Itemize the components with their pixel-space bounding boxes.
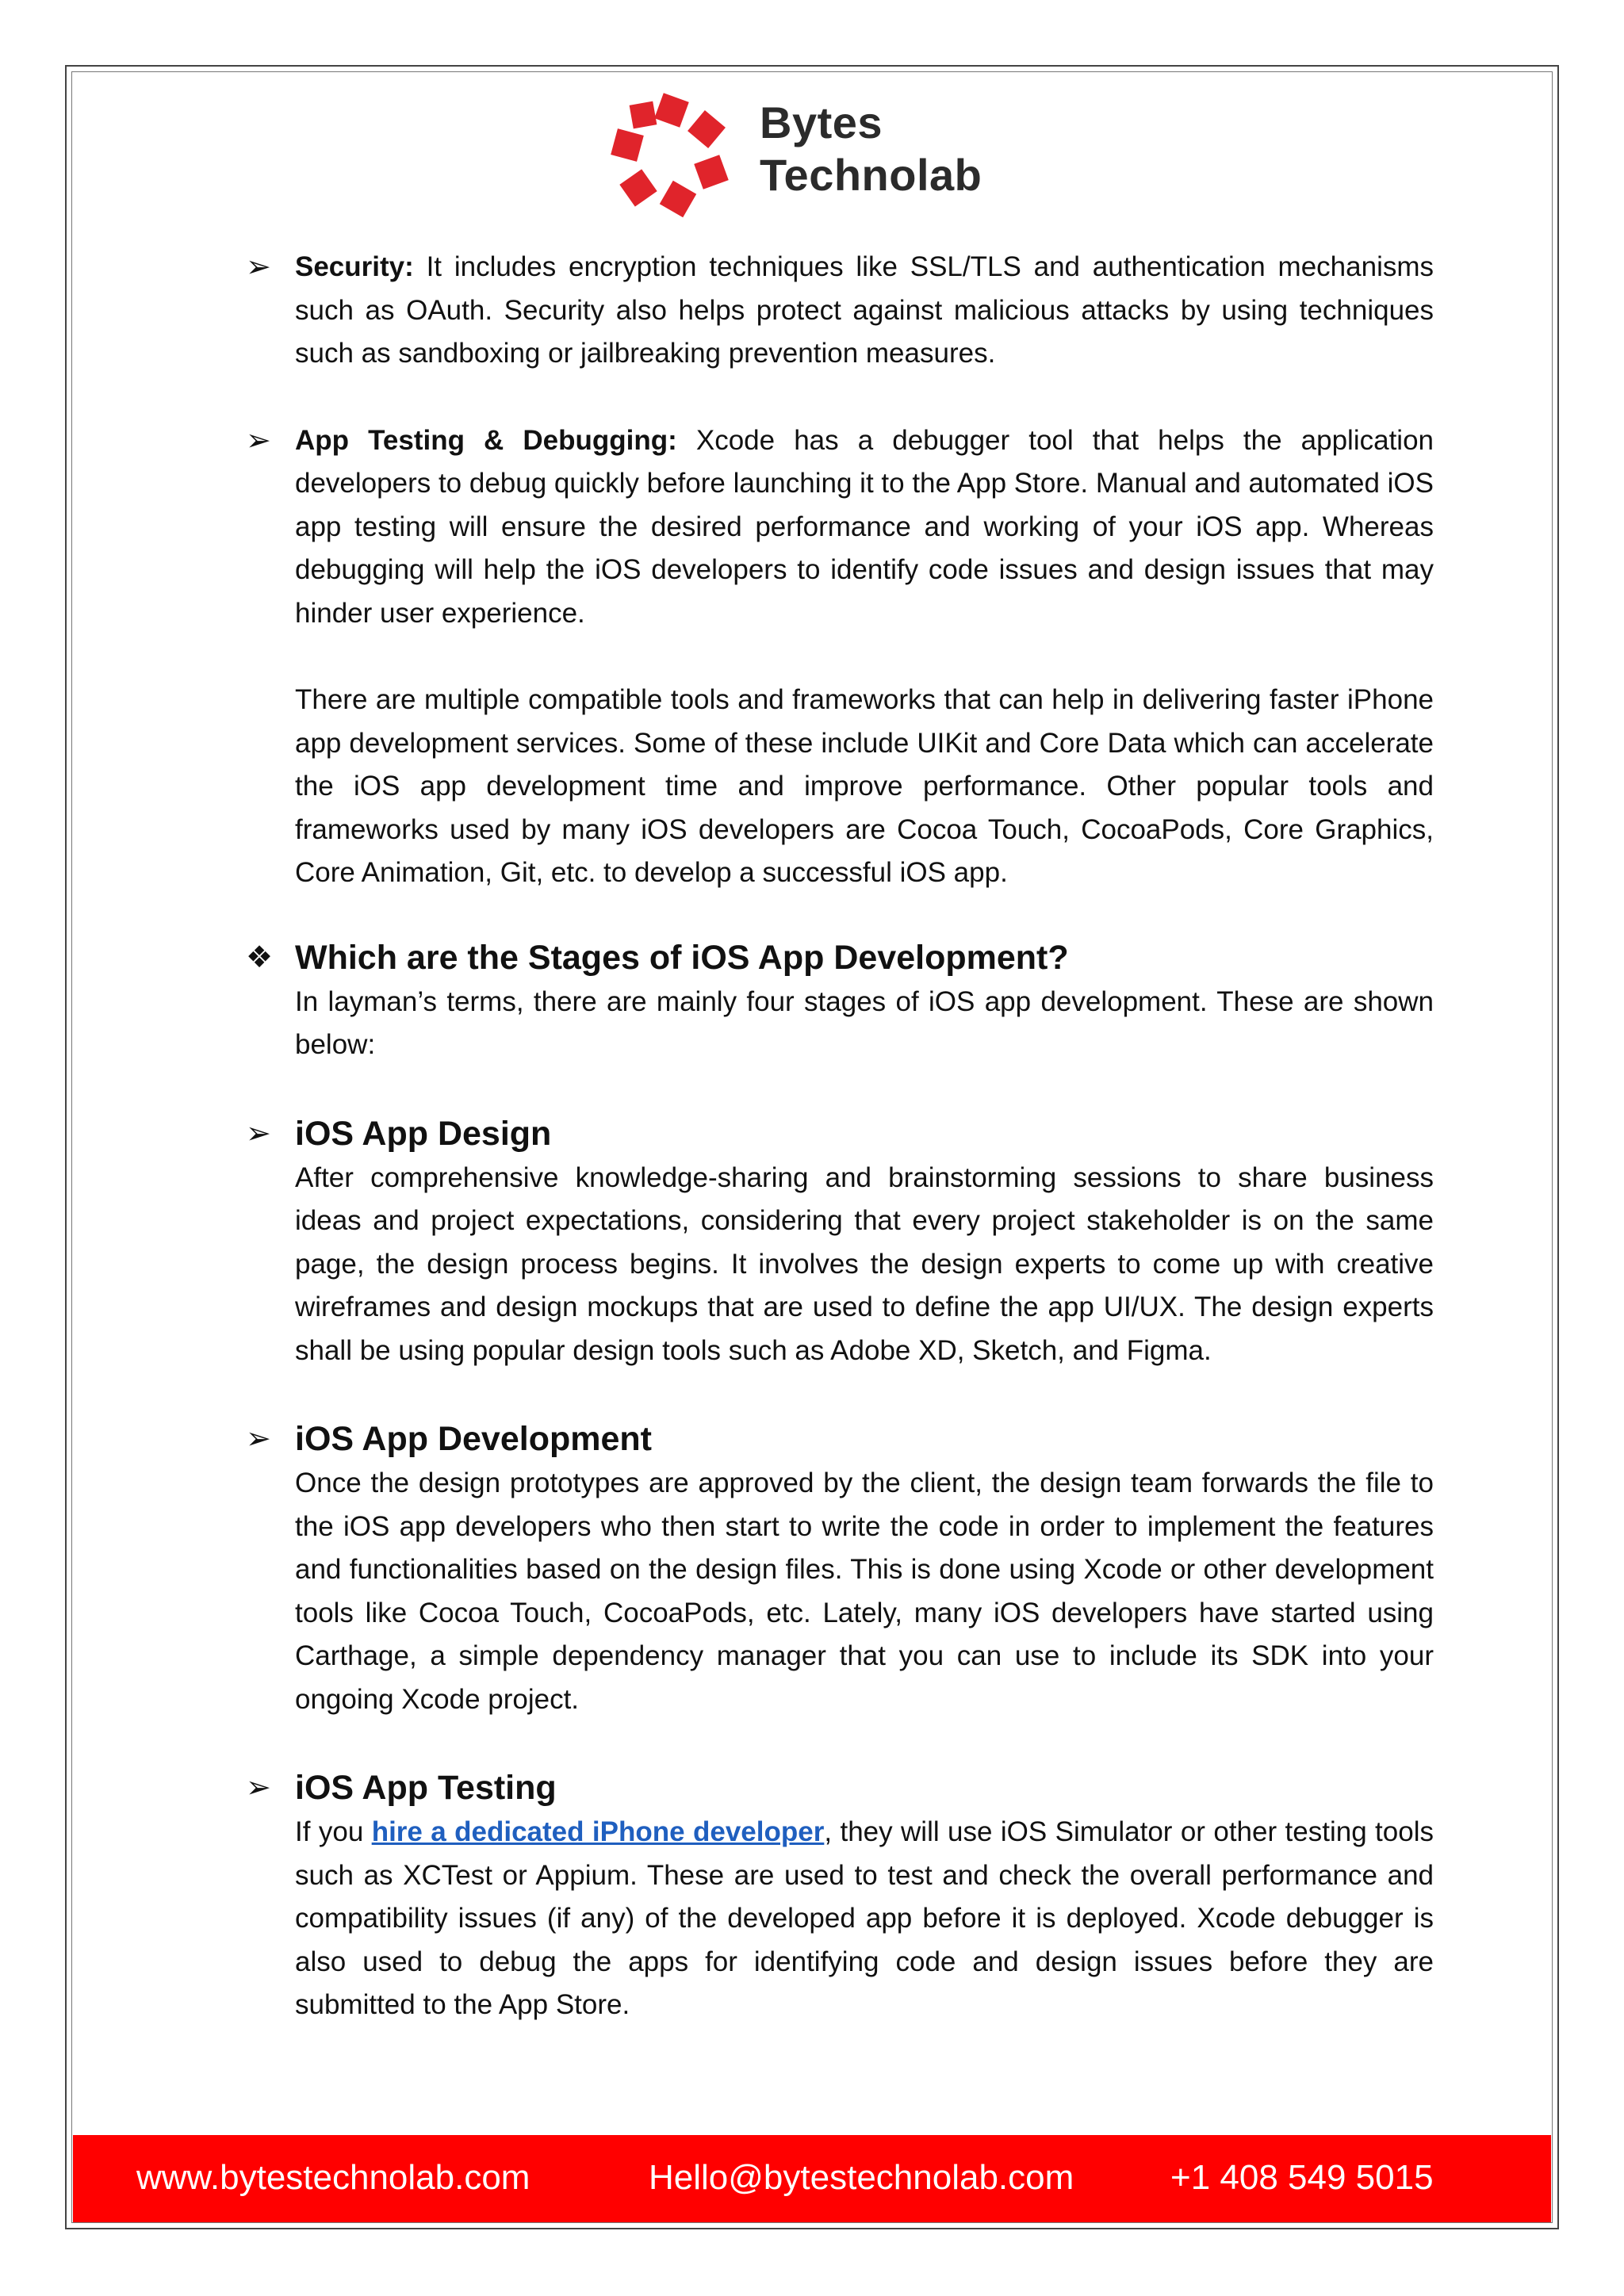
arrow-bullet-icon: ➢ [246,1422,271,1456]
tools-item [246,679,1434,895]
arrow-bullet-icon: ➢ [246,251,271,284]
security-item [246,246,1434,376]
logo-mark-icon [609,92,736,219]
testing-debugging-label: App Testing & Debugging: [295,424,677,456]
testing-heading: iOS App Testing [295,1769,557,1807]
development-paragraph: Once the design prototypes are approved by the client, the design team forwards the file to the iOS app developers who then start to write the code in order to implement the features and functionalities based on the design files. This is done using Xcode or other development tools like Cocoa Touch, CocoaPods, etc. Lately, many iOS developers have started using Carthage, a simple dependency manager that you can use to include its SDK into your ongoing Xcode project. [295,1468,1434,1715]
footer-email-link[interactable]: Hello@bytestechnolab.com [649,2158,1074,2197]
arrow-bullet-icon: ➢ [246,423,271,457]
security-paragraph [295,246,1434,376]
security-text: It includes encryption techniques like SSL/TLS and authentication mechanisms such as OAuth. Security also helps protect against malicious attacks by using techniques such as sandboxing or jailbreaking prevention measures. [295,251,1434,369]
arrow-bullet-icon: ➢ [246,1771,271,1804]
testing-debugging-paragraph [295,419,1434,636]
diamond-bullet-icon: ❖ [246,940,274,974]
testing-text-after: , they will use iOS Simulator or other testing tools such as XCTest or Appium. These are used to test and check the overall performance and compatibility issues (if any) of the developed app before it is deployed. Xcode debugger is also used to debug the apps for identifying code and design issues before they are submitted to the App Store. [295,1816,1434,2020]
testing-debugging-item [246,419,1434,636]
development-heading: iOS App Development [295,1420,652,1458]
tools-paragraph: There are multiple compatible tools and frameworks that can help in delivering faster iPhone app development services. Some of these include UIKit and Core Data which can accelerate the iOS app development time and improve performance. Other popular tools and frameworks used by many iOS developers are Cocoa Touch, CocoaPods, Core Graphics, Core Animation, Git, etc. to develop a successful iOS app. [295,684,1434,888]
footer-bar [73,2135,1551,2222]
brand-name-line2: Technolab [760,150,982,200]
development-section [246,1416,1434,1721]
brand-name-line1: Bytes [760,98,883,147]
stages-section [246,935,1434,1067]
design-section [246,1111,1434,1373]
brand-logo[interactable] [609,92,1021,219]
stages-intro: In layman’s terms, there are mainly four stages of iOS app development. These are shown below: [295,985,1434,1060]
hire-iphone-developer-link[interactable]: hire a dedicated iPhone developer [371,1816,825,1847]
design-heading: iOS App Design [295,1114,552,1153]
arrow-bullet-icon: ➢ [246,1116,271,1150]
testing-text-before: If you [295,1816,372,1847]
stages-heading: Which are the Stages of iOS App Development? [295,938,1069,977]
design-paragraph: After comprehensive knowledge-sharing and brainstorming sessions to share business ideas and project expectations, considering that every project stakeholder is on the same page, the design process begins. It involves the design experts to come up with creative wireframes and design mockups that are used to define the app UI/UX. The design experts shall be using popular design tools such as Adobe XD, Sketch, and Figma. [295,1161,1434,1366]
testing-debugging-text: Xcode has a debugger tool that helps the application developers to debug quickly before launching it to the App Store. Manual and automated iOS app testing will ensure the desired performance and working of your iOS app. Whereas debugging will help the iOS developers to identify code issues and design issues that may hinder user experience. [295,424,1434,629]
testing-section [246,1765,1434,2027]
testing-paragraph [295,1811,1434,2027]
document-body [246,246,1434,2027]
security-label: Security: [295,251,414,282]
footer-phone-link[interactable]: +1 408 549 5015 [1170,2158,1434,2197]
footer-website-link[interactable]: www.bytestechnolab.com [136,2158,530,2197]
